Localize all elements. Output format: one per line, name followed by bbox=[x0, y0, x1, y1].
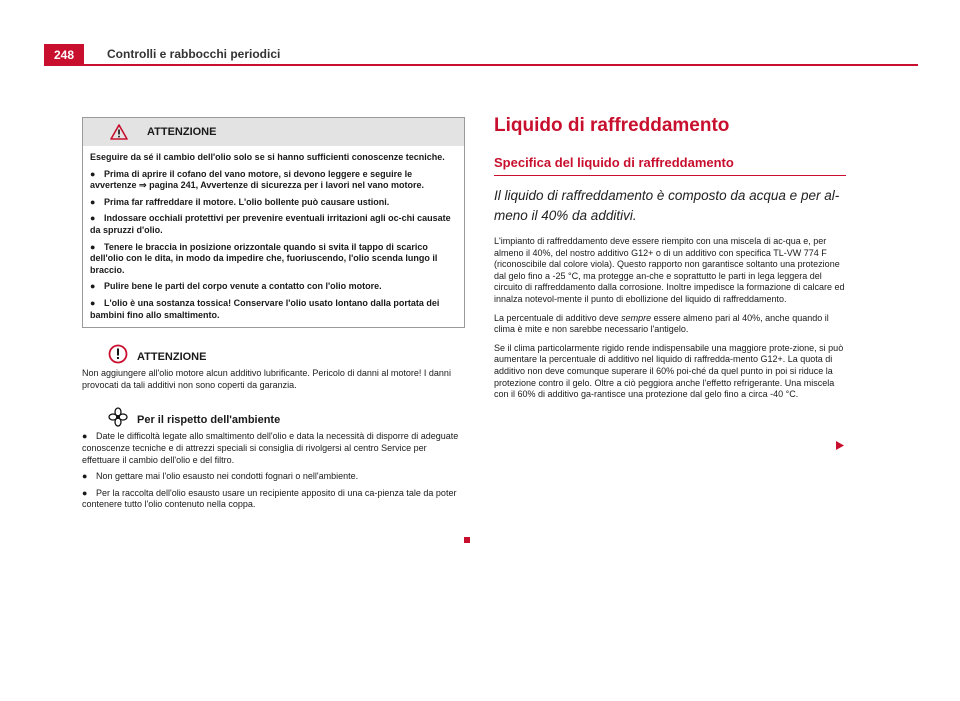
page-number: 248 bbox=[44, 44, 84, 66]
list-item: ● Per la raccolta dell'olio esausto usare un recipiente apposito di una ca-pienza tale da poter contenere tutto l'olio contenuto nella coppa. bbox=[82, 487, 457, 510]
bullet-icon: ● bbox=[90, 297, 96, 308]
section-end-marker bbox=[464, 537, 470, 543]
list-item: ● Tenere le braccia in posizione orizzontale quando si svita il tappo di scarico dell'olio con le dita, in modo da impedire che, fuoriuscendo, l'olio scenda lungo il braccio. bbox=[90, 241, 438, 275]
bullet-icon: ● bbox=[90, 241, 96, 252]
warning-intro: Eseguire da sé il cambio dell'olio solo se si hanno sufficienti conoscenze tecniche. bbox=[90, 152, 445, 162]
caution-label: ATTENZIONE bbox=[137, 351, 207, 364]
left-column bbox=[82, 117, 465, 516]
caution-text: Non aggiungere all'olio motore alcun additivo lubrificante. Pericolo di danni al motore! I danni provocati da tali additivi non sono coperti da garanzia. bbox=[82, 368, 451, 390]
caution-section bbox=[82, 344, 465, 391]
header-rule bbox=[44, 64, 918, 66]
paragraph: Se il clima particolarmente rigido rende indispensabile una maggiore prote-zione, si può aumentare la percentuale di additivo nel liquido di raffredda-mento G12+. La quota di additivo non deve comunque superare il 60% poi-ché da quel punto in poi si riduce la protezione contro il gelo. Oltre a ciò peggiora anche l'effetto refrigerante. Una miscela con il 60% di additivo ga-rantisce una protezione dal gelo fino a circa -40 °C. bbox=[494, 342, 844, 400]
warning-label: ATTENZIONE bbox=[147, 126, 217, 138]
page-header bbox=[44, 44, 918, 66]
bullet-icon: ● bbox=[90, 168, 96, 179]
subsection-title: Specifica del liquido di raffreddamento bbox=[494, 155, 846, 176]
list-item: ● L'olio è una sostanza tossica! Conservare l'olio usato lontano dalla portata dei bambini fino allo smaltimento. bbox=[90, 297, 440, 320]
environment-body bbox=[82, 431, 465, 511]
section-title: Liquido di raffreddamento bbox=[494, 115, 730, 136]
body-text bbox=[494, 236, 846, 401]
lead-text: Il liquido di raffreddamento è composto da acqua e per al-meno il 40% da additivi. bbox=[494, 188, 840, 223]
environment-section bbox=[82, 407, 465, 511]
environment-label: Per il rispetto dell'ambiente bbox=[137, 414, 281, 427]
environment-header bbox=[82, 407, 465, 429]
right-column bbox=[494, 115, 846, 408]
caution-header bbox=[82, 344, 465, 366]
bullet-icon: ● bbox=[82, 431, 88, 442]
bullet-icon: ● bbox=[82, 487, 88, 498]
list-item: ● Date le difficoltà legate allo smaltimento dell'olio e data la necessità di disporre di adeguate conoscenze tecniche e di attrezzi speciali si consiglia di rivolgersi al centro Service per effettuare il cambio dell'olio e del filtro. bbox=[82, 431, 459, 465]
list-item: ● Indossare occhiali protettivi per prevenire eventuali irritazioni agli oc-chi causate da spruzzi d'olio. bbox=[90, 213, 451, 235]
list-item: ● Non gettare mai l'olio esausto nei condotti fognari o nell'ambiente. bbox=[82, 471, 359, 482]
flower-icon bbox=[108, 407, 128, 431]
paragraph: L'impianto di raffreddamento deve essere riempito con una miscela di ac-qua e, per almeno il 40%, del nostro additivo G12+ o di un additivo con specifica TL-VW 774 F (riconoscibile dal colore viola). Questo rapporto non garantisce soltanto una protezione dal gelo fino a -25 °C, ma protegge an-che e soprattutto le parti in lega leggera del circuito di raffreddamento dalla corrosione. Inoltre impedisce la formazione di calcare ed innalza notevol-mente il punto di ebollizione del liquido di raffreddamento. bbox=[494, 236, 845, 304]
warning-header bbox=[83, 118, 464, 146]
exclamation-circle-icon bbox=[108, 344, 128, 368]
continue-arrow-icon bbox=[836, 435, 844, 454]
warning-body bbox=[83, 146, 464, 327]
list-item: ● Prima di aprire il cofano del vano motore, si devono leggere e seguire le avvertenze ⇒ pagina 241, Avvertenze di sicurezza per i lavori nel vano motore. bbox=[90, 168, 425, 191]
list-item: ● Pulire bene le parti del corpo venute a contatto con l'olio motore. bbox=[90, 281, 382, 292]
bullet-icon: ● bbox=[90, 213, 96, 224]
list-item: ● Prima far raffreddare il motore. L'olio bollente può causare ustioni. bbox=[90, 196, 390, 207]
warning-triangle-icon bbox=[110, 124, 128, 144]
warning-box bbox=[82, 117, 465, 328]
chapter-title: Controlli e rabbocchi periodici bbox=[107, 47, 281, 61]
paragraph: La percentuale di additivo deve sempre essere almeno pari al 40%, anche quando il clima è mite e non sarebbe necessario l'antigelo. bbox=[494, 312, 829, 335]
bullet-icon: ● bbox=[90, 196, 96, 207]
bullet-icon: ● bbox=[90, 281, 96, 292]
bullet-icon: ● bbox=[82, 471, 88, 482]
